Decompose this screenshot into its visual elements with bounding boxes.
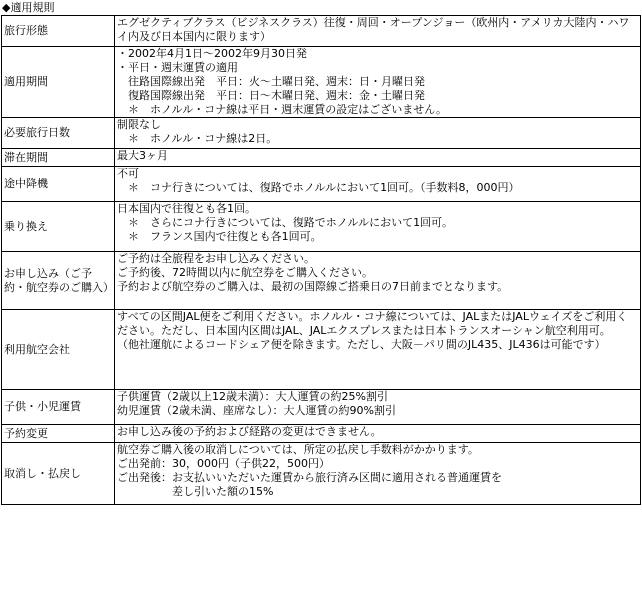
rule-row: [2, 47, 641, 118]
rule-row: [2, 390, 641, 425]
rule-value: [115, 310, 641, 390]
rule-row: [2, 443, 641, 505]
rule-value: [115, 425, 641, 443]
rule-value-line: 予約および航空券のご購入は、最初の国際線ご搭乗日の7日前までとなります。: [117, 280, 509, 293]
rule-value-line: 最大3ヶ月: [117, 149, 168, 162]
rule-value-line: ご予約後、72時間以内に航空券をご購入ください。: [117, 266, 373, 279]
rule-value-line: 差し引いた額の15%: [117, 485, 274, 498]
rule-value-line: 日本国内で往復とも各1回。: [117, 202, 256, 215]
rule-row: [2, 252, 641, 310]
rule-value: [115, 390, 641, 425]
rule-row: [2, 167, 641, 202]
rule-value-line: ＊ フランス国内で往復とも各1回可。: [117, 230, 322, 243]
rule-value-line: ご予約は全旅程をお申し込みください。: [117, 252, 315, 265]
rule-value-line: 復路国際線出発 平日：日～木曜日発、週末：金・土曜日発: [117, 89, 425, 102]
rule-label: 乗り換え: [2, 202, 115, 252]
rule-label: 滞在期間: [2, 149, 115, 167]
rule-value-line: すべての区間JAL便をご利用ください。ホノルル・コナ線については、JALまたはJALウェイズをご利用ください。ただし、日本国内区間はJAL、JALエクスプレスまたは日本トランスオーシャン航空利用可。: [117, 310, 628, 337]
rule-value-line: 幼児運賃（2歳未満、座席なし）：大人運賃の約90%割引: [117, 404, 396, 417]
rule-label: 途中降機: [2, 167, 115, 202]
rule-row: [2, 310, 641, 390]
rule-value-line: ・平日・週末運賃の適用: [117, 61, 238, 74]
rule-label: 取消し・払戻し: [2, 443, 115, 505]
rule-value-line: ご出発後：お支払いいただいた運賃から旅行済み区間に適用される普通運賃を: [117, 471, 502, 484]
rule-value-line: ＊ ホノルル・コナ線は2日。: [117, 132, 278, 145]
rule-value: [115, 16, 641, 47]
rule-value-line: 子供運賃（2歳以上12歳未満）：大人運賃の約25%割引: [117, 390, 388, 403]
rule-value-line: ＊ さらにコナ行きについては、復路でホノルルにおいて1回可。: [117, 216, 454, 229]
rule-value: [115, 167, 641, 202]
rule-value: [115, 47, 641, 118]
rule-value: [115, 118, 641, 149]
rule-value-line: 制限なし: [117, 118, 161, 131]
rule-value-line: 不可: [117, 167, 139, 180]
rule-row: [2, 118, 641, 149]
rule-value: [115, 149, 641, 167]
rule-row: [2, 202, 641, 252]
rule-value-line: ご出発前：30，000円（子供22，500円）: [117, 457, 330, 470]
rule-value-line: 往路国際線出発 平日：火～土曜日発、週末：日・月曜日発: [117, 75, 425, 88]
rule-value-line: エグゼクティブクラス（ビジネスクラス）往復・周回・オープンジョー（欧州内・アメリカ大陸内・ハワイ内及び日本国内に限ります）: [117, 16, 630, 43]
rule-label: 予約変更: [2, 425, 115, 443]
rule-value-line: ＊ ホノルル・コナ線は平日・週末運賃の設定はございません。: [117, 103, 447, 116]
rule-value-line: ＊ コナ行きについては、復路でホノルルにおいて1回可。（手数料8，000円）: [117, 181, 520, 194]
section-title: ◆適用規則: [2, 1, 55, 14]
rule-value-line: お申し込み後の予約および経路の変更はできません。: [117, 425, 382, 438]
rule-row: [2, 16, 641, 47]
rule-label: 利用航空会社: [2, 310, 115, 390]
rule-label: 子供・小児運賃: [2, 390, 115, 425]
rule-value: [115, 252, 641, 310]
rule-value-line: （他社運航によるコードシェア便を除きます。ただし、大阪－パリ間のJL435、JL436は可能です）: [117, 338, 606, 351]
rule-value-line: ・2002年4月1日～2002年9月30日発: [117, 47, 307, 60]
rule-value: [115, 443, 641, 505]
rule-label: お申し込み（ご予約・航空券のご購入）: [2, 252, 115, 310]
rules-table: [1, 15, 641, 505]
rule-value-line: 航空券ご購入後の取消しについては、所定の払戻し手数料がかかります。: [117, 443, 479, 456]
rule-row: [2, 425, 641, 443]
rule-label: 適用期間: [2, 47, 115, 118]
rule-row: [2, 149, 641, 167]
rule-label: 旅行形態: [2, 16, 115, 47]
rule-value: [115, 202, 641, 252]
rule-label: 必要旅行日数: [2, 118, 115, 149]
